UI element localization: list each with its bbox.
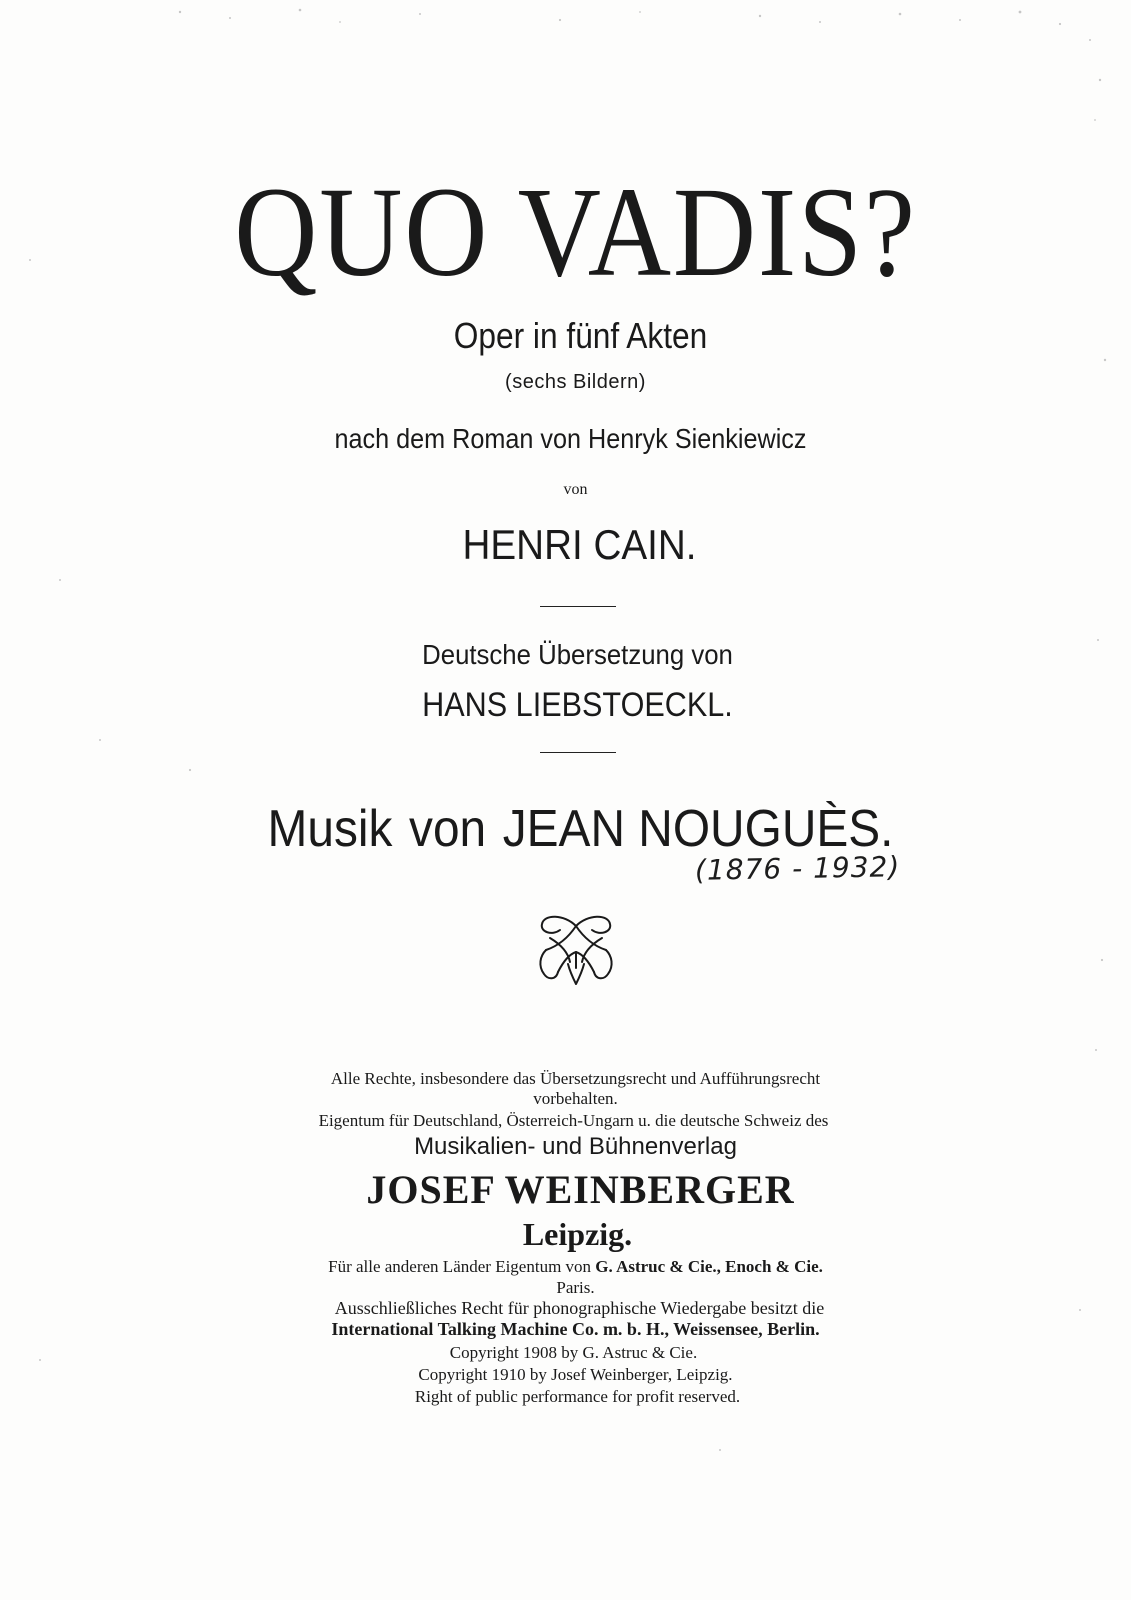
- publisher-type: Musikalien- und Bühnenverlag: [414, 1133, 737, 1160]
- phonographic-company: International Talking Machine Co. m. b. H., Weissensee, Berlin.: [331, 1319, 820, 1339]
- source-novel: nach dem Roman von Henryk Sienkiewicz: [334, 423, 807, 454]
- ownership-line: Eigentum für Deutschland, Österreich-Ungarn u. die deutsche Schweiz des: [318, 1111, 829, 1130]
- subtitle-parenthetical: (sechs Bildern): [505, 371, 646, 393]
- composer-name: JEAN NOUGUÈS.: [502, 800, 894, 858]
- composer-credit: [60, 800, 1101, 858]
- rights-reserved: vorbehalten.: [533, 1089, 618, 1108]
- composer-prefix: Musik: [267, 800, 393, 858]
- copyright-1908: Copyright 1908 by G. Astruc & Cie.: [449, 1343, 698, 1362]
- other-city: Paris.: [556, 1278, 595, 1297]
- phonographic-rights: Ausschließliches Recht für phonographische Wiedergabe besitzt die: [334, 1298, 825, 1318]
- handwritten-dates: (1876 - 1932): [694, 850, 901, 887]
- translator: HANS LIEBSTOECKL.: [422, 686, 733, 724]
- divider-rule: [540, 606, 616, 607]
- librettist: HENRI CAIN.: [462, 521, 697, 568]
- rights-line: Alle Rechte, insbesondere das Übersetzungsrecht und Aufführungsrecht: [330, 1069, 821, 1088]
- opera-title: QUO VADIS?: [234, 161, 917, 303]
- publisher-city: Leipzig.: [522, 1216, 633, 1252]
- art-nouveau-ornament-icon: [530, 910, 622, 992]
- composer-von: von: [409, 800, 487, 858]
- translation-label: Deutsche Übersetzung von: [422, 639, 733, 670]
- subtitle: Oper in fünf Akten: [453, 315, 708, 356]
- by-label: von: [563, 481, 588, 498]
- other-countries-line: [10, 1258, 1131, 1275]
- copyright-1910: Copyright 1910 by Josef Weinberger, Leipzig.: [418, 1365, 733, 1384]
- publisher-name: JOSEF WEINBERGER: [366, 1167, 795, 1212]
- performance-rights: Right of public performance for profit reserved.: [414, 1387, 741, 1406]
- divider-rule: [540, 752, 616, 753]
- other-prefix: Für alle anderen Länder Eigentum von: [328, 1257, 592, 1276]
- other-owners: G. Astruc & Cie., Enoch & Cie.: [595, 1257, 823, 1276]
